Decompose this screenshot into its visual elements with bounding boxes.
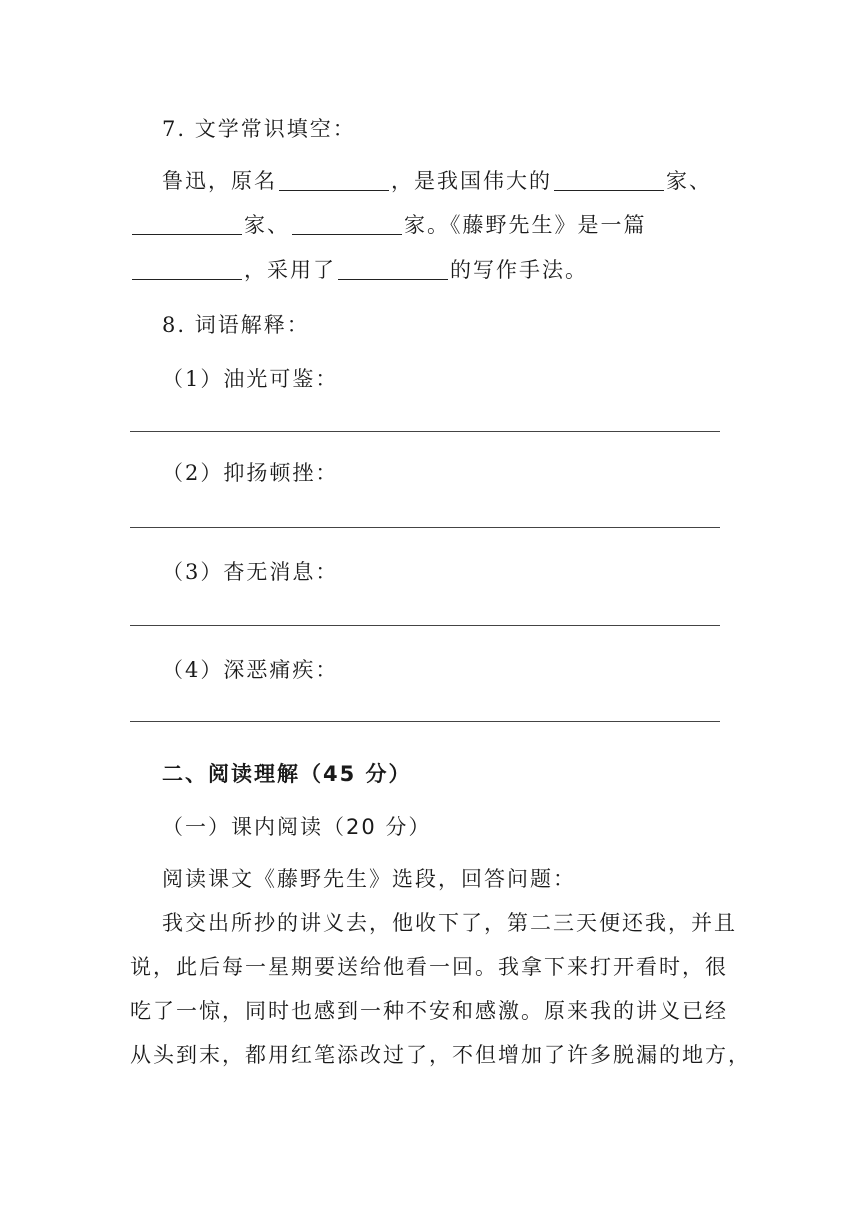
q7-text-5: 家。《藤野先生》是一篇 bbox=[404, 213, 647, 237]
q7-text-4: 家、 bbox=[244, 213, 290, 237]
passage-line-2: 说，此后每一星期要送给他看一回。我拿下来打开看时，很 bbox=[130, 955, 728, 979]
q8-item-3: （3）杳无消息： bbox=[162, 560, 339, 584]
passage-line-3: 吃了一惊，同时也感到一种不安和感激。原来我的讲义已经 bbox=[130, 999, 728, 1023]
fill-blank-identity-3[interactable] bbox=[292, 214, 402, 235]
fill-blank-genre[interactable] bbox=[132, 259, 242, 280]
answer-line-2[interactable] bbox=[130, 527, 720, 528]
section-2-heading: 二、阅读理解（45 分） bbox=[162, 762, 412, 786]
fill-blank-identity-2[interactable] bbox=[132, 214, 242, 235]
q8-item-4: （4）深恶痛疾： bbox=[162, 658, 339, 682]
question-7-line-1 bbox=[162, 166, 712, 196]
question-8-title: 8. 词语解释： bbox=[162, 313, 310, 337]
q7-text-3: 家、 bbox=[666, 169, 712, 193]
passage-line-1: 我交出所抄的讲义去，他收下了，第二三天便还我，并且 bbox=[162, 911, 737, 935]
answer-line-4[interactable] bbox=[130, 721, 720, 722]
answer-line-1[interactable] bbox=[130, 431, 720, 432]
section-2-subheading: （一）课内阅读（20 分） bbox=[162, 815, 432, 839]
q8-item-1: （1）油光可鉴： bbox=[162, 367, 339, 391]
passage-line-4: 从头到末，都用红笔添改过了，不但增加了许多脱漏的地方， bbox=[130, 1043, 751, 1067]
q7-text-2: ，是我国伟大的 bbox=[391, 169, 552, 193]
fill-blank-original-name[interactable] bbox=[279, 170, 389, 191]
q7-text-1: 鲁迅，原名 bbox=[162, 169, 277, 193]
fill-blank-identity-1[interactable] bbox=[554, 170, 664, 191]
reading-instruction: 阅读课文《藤野先生》选段，回答问题： bbox=[162, 867, 576, 891]
question-7-line-3 bbox=[130, 255, 588, 285]
fill-blank-technique[interactable] bbox=[338, 259, 448, 280]
q7-text-6: ，采用了 bbox=[244, 258, 336, 282]
answer-line-3[interactable] bbox=[130, 625, 720, 626]
q7-text-7: 的写作手法。 bbox=[450, 258, 588, 282]
q8-item-2: （2）抑扬顿挫： bbox=[162, 461, 339, 485]
question-7-title: 7. 文学常识填空： bbox=[162, 117, 356, 141]
question-7-line-2 bbox=[130, 210, 647, 240]
